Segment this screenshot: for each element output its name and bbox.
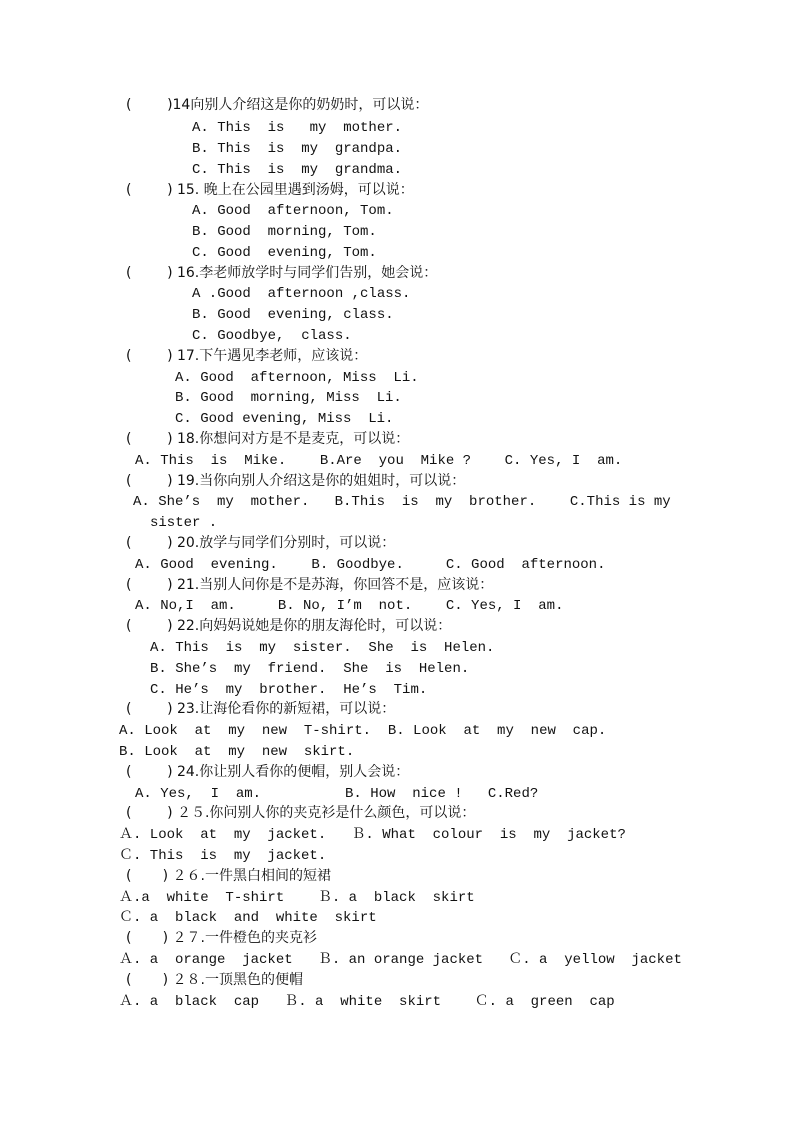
option-22-c: C. He’s my brother. He’s Tim. [150,682,428,698]
option-14-c: C. This is my grandma. [192,162,403,178]
option-22-b: B. She’s my friend. She is Helen. [150,661,470,677]
options-20: A. Good evening. B. Goodbye. C. Good afternoon. [135,557,606,573]
option-15-c: C. Good evening, Tom. [192,245,377,261]
option-22-a: A. This is my sister. She is Helen. [150,640,495,656]
question-28: ( ) ２８.一顶黑色的便帽 [126,972,303,988]
option-15-b: B. Good morning, Tom. [192,224,377,240]
question-15: ( ) 15. 晚上在公园里遇到汤姆，可以说： [126,182,414,198]
question-24: ( ) 24.你让别人看你的便帽，别人会说： [126,764,410,780]
question-17: ( ) 17.下午遇见李老师，应该说： [126,348,368,364]
question-21: ( ) 21.当别人问你是不是苏海，你回答不是，应该说： [126,577,494,593]
options-23-line-1: A. Look at my new T-shirt. B. Look at my new cap. [119,723,607,739]
options-25-line-2: Ｃ. This is my jacket. [119,848,327,864]
options-19-continued: sister . [150,515,218,531]
options-24: A. Yes, I am. B. How nice ! C.Red? [135,786,539,802]
option-15-a: A. Good afternoon, Tom. [192,203,394,219]
question-18: ( ) 18.你想问对方是不是麦克，可以说： [126,431,410,447]
question-27: ( ) ２７.一件橙色的夹克衫 [126,930,317,946]
options-26-line-2: Ｃ. a black and white skirt [119,910,377,926]
options-28: Ａ. a black cap Ｂ. a white skirt Ｃ. a green cap [119,994,615,1010]
options-27: Ａ. a orange jacket Ｂ. an orange jacket Ｃ. a yellow jacket [119,952,682,968]
question-23: ( ) 23.让海伦看你的新短裙，可以说： [126,701,396,717]
question-20: ( ) 20.放学与同学们分别时，可以说： [126,535,396,551]
options-21: A. No,I am. B. No, I’m not. C. Yes, I am. [135,598,564,614]
option-17-b: B. Good morning, Miss Li. [175,390,402,406]
option-17-a: A. Good afternoon, Miss Li. [175,370,419,386]
question-16: ( ) 16.李老师放学时与同学们告别，她会说： [126,265,438,281]
options-23-line-2: B. Look at my new skirt. [119,744,355,760]
question-22: ( ) 22.向妈妈说她是你的朋友海伦时，可以说： [126,618,452,634]
option-14-b: B. This is my grandpa. [192,141,403,157]
question-25: ( ) ２５.你问别人你的夹克衫是什么颜色，可以说： [126,805,476,821]
options-25-line-1: Ａ. Look at my jacket. Ｂ. What colour is my jacket? [119,827,626,843]
question-19: ( ) 19.当你向别人介绍这是你的姐姐时，可以说： [126,473,466,489]
question-14: ( )14向别人介绍这是你的奶奶时，可以说： [126,97,429,113]
option-16-a: A .Good afternoon ,class. [192,286,411,302]
option-16-c: C. Goodbye, class. [192,328,352,344]
options-26-line-1: Ａ.a white T-shirt Ｂ. a black skirt [119,890,475,906]
question-26: ( ) ２６.一件黑白相间的短裙 [126,868,331,884]
option-14-a: A. This is my mother. [192,120,403,136]
options-18: A. This is Mike. B.Are you Mike ? C. Yes, I am. [135,453,623,469]
option-16-b: B. Good evening, class. [192,307,394,323]
option-17-c: C. Good evening, Miss Li. [175,411,394,427]
options-19: A. She’s my mother. B.This is my brother. C.This is my [133,494,671,510]
